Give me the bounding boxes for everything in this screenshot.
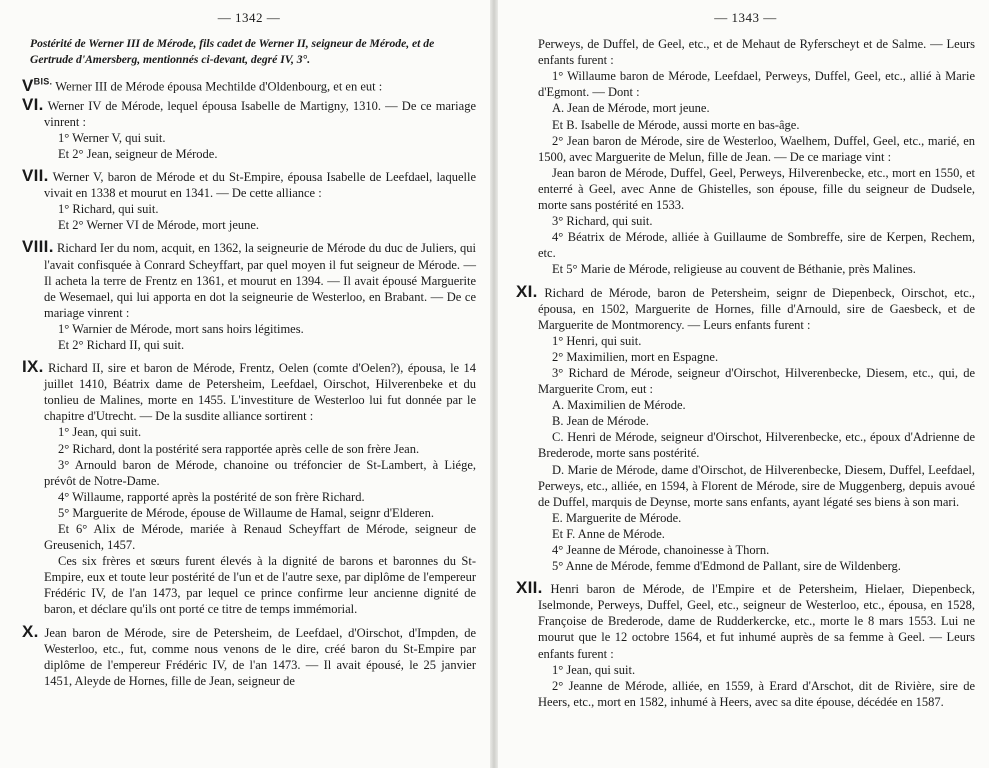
degree-numeral: $V^{BIS.}$ [22, 75, 53, 95]
degree-entry-viii [22, 239, 476, 320]
child-item: 1° Henri, qui suit. [552, 333, 642, 348]
child-item: 1° Richard, qui suit. [58, 202, 159, 217]
child-item: 2° Maximilien, mort en Espagne. [552, 349, 719, 364]
child-item: A. Maximilien de Mérode. [552, 398, 686, 413]
child-item: 1° Jean, qui suit. [58, 425, 142, 440]
child-item: Et F. Anne de Mérode. [552, 526, 665, 541]
child-item: Et 5° Marie de Mérode, religieuse au couvent de Béthanie, près Malines. [552, 262, 916, 277]
degree-numeral: VIII. [22, 237, 54, 257]
entry-text: Richard II, sire et baron de Mérode, Frentz, Oelen (comte d'Oelen?), épousa, le 14 juillet 1410, Béatrix dame de Petersheim, Leefdael, Oirschot, Hilverenbeke et du tonlieu de Malines, morte en 1455. L'investiture de Westerloo lui fut donnée par le chapitre d'Utrecht. — De la susdite alliance sortirent : [44, 361, 477, 424]
child-item: Et 6° Alix de Mérode, mariée à Renaud Scheyffart de Mérode, seigneur de Greusenich, 1457. [44, 522, 476, 553]
degree-entry-ix [22, 359, 476, 424]
child-item: 3° Richard, qui suit. [552, 214, 653, 229]
child-item: Et B. Isabelle de Mérode, aussi morte en bas-âge. [552, 117, 800, 132]
left-page [0, 0, 492, 768]
degree-entry-v-bis [22, 73, 476, 95]
entry-text: Richard Ier du nom, acquit, en 1362, la seigneurie de Mérode du duc de Juliers, qui l'avait confisquée à Conrard Scheyffart, par quel moyen il fut seigneur de Mérode. — Il acheta la terre de Frentz en 1361, et mourut en 1394. — Il avait épousé Marguerite de Wesemael, qui lui apporta en dot la seigneurie de Westerloo, en Brabant. — De ce mariage vinrent : [44, 241, 476, 320]
child-item: 2° Jean baron de Mérode, sire de Westerloo, Waelhem, Duffel, Geel, etc., marié, en 1500, avec Marguerite de Melun, fille de Jean. — De ce mariage vint : [538, 133, 975, 164]
child-item: Jean baron de Mérode, Duffel, Geel, Perweys, Hilverenbecke, etc., mort en 1550, et enterré à Geel, avec Anne de Ghistelles, son épouse, fille du seigneur de Dudsele, morte sans postérité en 1533. [538, 165, 975, 213]
child-item: B. Jean de Mérode. [552, 414, 649, 429]
degree-entry-vi [22, 94, 476, 130]
child-item: 5° Anne de Mérode, femme d'Edmond de Pallant, sire de Wildenberg. [552, 559, 901, 574]
child-item: 1° Warnier de Mérode, mort sans hoirs légitimes. [58, 321, 304, 336]
page-number-left: — 1342 — [217, 10, 281, 25]
degree-entry-x [22, 621, 477, 689]
degree-numeral: XI. [516, 281, 538, 301]
degree-entry-xii [516, 580, 975, 661]
child-item: C. Henri de Mérode, seigneur d'Oirschot, Hilverenbecke, etc., époux d'Adrienne de Brederode, morte sans postérité. [538, 430, 975, 461]
child-item: Et 2° Werner VI de Mérode, mort jeune. [58, 218, 260, 233]
entry-text: Richard de Mérode, baron de Petersheim, seignr de Diepenbeck, Oirschot, etc., épousa, en 1502, Marguerite de Hornes, fille d'Arnould, sire de Gaesbeck, et de Marguerite de Montmorency. — Leurs enfants furent : [538, 285, 975, 332]
degree-numeral: IX. [22, 357, 44, 377]
degree-numeral: XII. [516, 578, 543, 598]
entry-text: Jean baron de Mérode, sire de Petersheim, de Leefdael, d'Oirschot, d'Impden, de Westerloo, etc., fut, comme nous venons de le dire, créé baron du St-Empire par diplôme de l'empereur Frédéric IV, de l'an 1473. — Il avait épousé, le 25 janvier 1451, Aleyde de Hornes, fille de Jean, seigneur de [44, 625, 477, 688]
degree-entry-vii [22, 168, 476, 201]
entry-text: Henri baron de Mérode, de l'Empire et de Petersheim, Hielaer, Diepenbeck, Iselmonde, Perweys, Duffel, Geel, etc., seigneur de Westerloo, etc., épousa, en 1528, Françoise de Brederode, dame de Rudderkercke, etc., morte le 8 mars 1553. Lui ne mourut que le 12 octobre 1564, et fut inhumé auprès de sa femme à Geel. — Leurs enfants furent : [538, 582, 975, 661]
child-item: 1° Jean, qui suit. [552, 662, 636, 677]
child-item: 3° Richard de Mérode, seigneur d'Oirschot, Hilverenbecke, Diesem, etc., qui, de Marguerite Crom, eut : [538, 365, 975, 397]
entry-text: Werner III de Mérode épousa Mechtilde d'Oldenbourg, et en eut : [55, 79, 383, 94]
entry-text: Werner V, baron de Mérode et du St-Empire, épousa Isabelle de Leefdael, laquelle vivait en 1338 et mourut en 1341. — De cette alliance : [44, 170, 477, 201]
child-item: D. Marie de Mérode, dame d'Oirschot, de Hilverenbecke, Diesem, Duffel, Leefdael, Perweys, etc., alliée, en 1594, à Florent de Mérode, sire de Muggenberg, depuis avoué de Duffel, marquis de Deynse, morte sans enfants, ayant légaté ses biens à son mari. [538, 462, 975, 509]
degree-numeral: VI. [22, 94, 44, 114]
continued-text: Perweys, de Duffel, de Geel, etc., et de Mehaut de Ryferscheyt et de Salme. — Leurs enfants furent : [538, 37, 975, 68]
child-item: 4° Jeanne de Mérode, chanoinesse à Thorn. [552, 543, 770, 557]
entry-note: Ces six frères et sœurs furent élevés à la dignité de barons et baronnes du St-Empire, eux et toute leur postérité de l'un et de l'autre sexe, par diplôme de l'empereur Frédéric IV, de l'an 1473, par lequel ce prince confirme leur ancienne dignité de baron, et déclare qu'ils ont porté ce titre de temps immémorial. [44, 554, 476, 617]
child-item: A. Jean de Mérode, mort jeune. [552, 101, 710, 116]
degree-numeral: VII. [22, 166, 49, 186]
degree-numeral: X. [22, 621, 39, 641]
child-item: 2° Jeanne de Mérode, alliée, en 1559, à Erard d'Arschot, dit de Rivière, sire de Heers, etc., mort en 1582, inhumé à Heers, avec sa dite épouse, décédée en 1587. [538, 678, 975, 709]
child-item: 5° Marguerite de Mérode, épouse de Willaume de Hamal, seignr d'Elderen. [58, 505, 434, 520]
degree-entry-xi [516, 281, 975, 333]
child-item: 2° Richard, dont la postérité sera rapportée après celle de son frère Jean. [58, 441, 420, 456]
child-item: 1° Werner V, qui suit. [58, 130, 166, 145]
child-item: E. Marguerite de Mérode. [552, 510, 682, 525]
child-item: 3° Arnould baron de Mérode, chanoine ou tréfoncier de St-Lambert, à Liége, prévôt de Notre-Dame. [44, 457, 476, 488]
entry-text: Werner IV de Mérode, lequel épousa Isabelle de Martigny, 1310. — De ce mariage vinrent : [44, 98, 476, 129]
child-item: 4° Béatrix de Mérode, alliée à Guillaume de Sombreffe, sire de Kerpen, Rechem, etc. [538, 230, 975, 261]
child-item: 4° Willaume, rapporté après la postérité de son frère Richard. [58, 489, 365, 504]
section-heading: Postérité de Werner III de Mérode, fils cadet de Werner II, seigneur de Mérode, et de Gertrude d'Amersberg, mentionnés ci-devant, degré IV, 3°. [30, 37, 435, 66]
page-number-right: — 1343 — [714, 10, 777, 25]
child-item: Et 2° Richard II, qui suit. [58, 337, 185, 352]
child-item: Et 2° Jean, seigneur de Mérode. [58, 146, 218, 161]
right-page [496, 0, 989, 768]
child-item: 1° Willaume baron de Mérode, Leefdael, Perweys, Duffel, Geel, etc., allié à Marie d'Egmont. — Dont : [538, 69, 975, 100]
